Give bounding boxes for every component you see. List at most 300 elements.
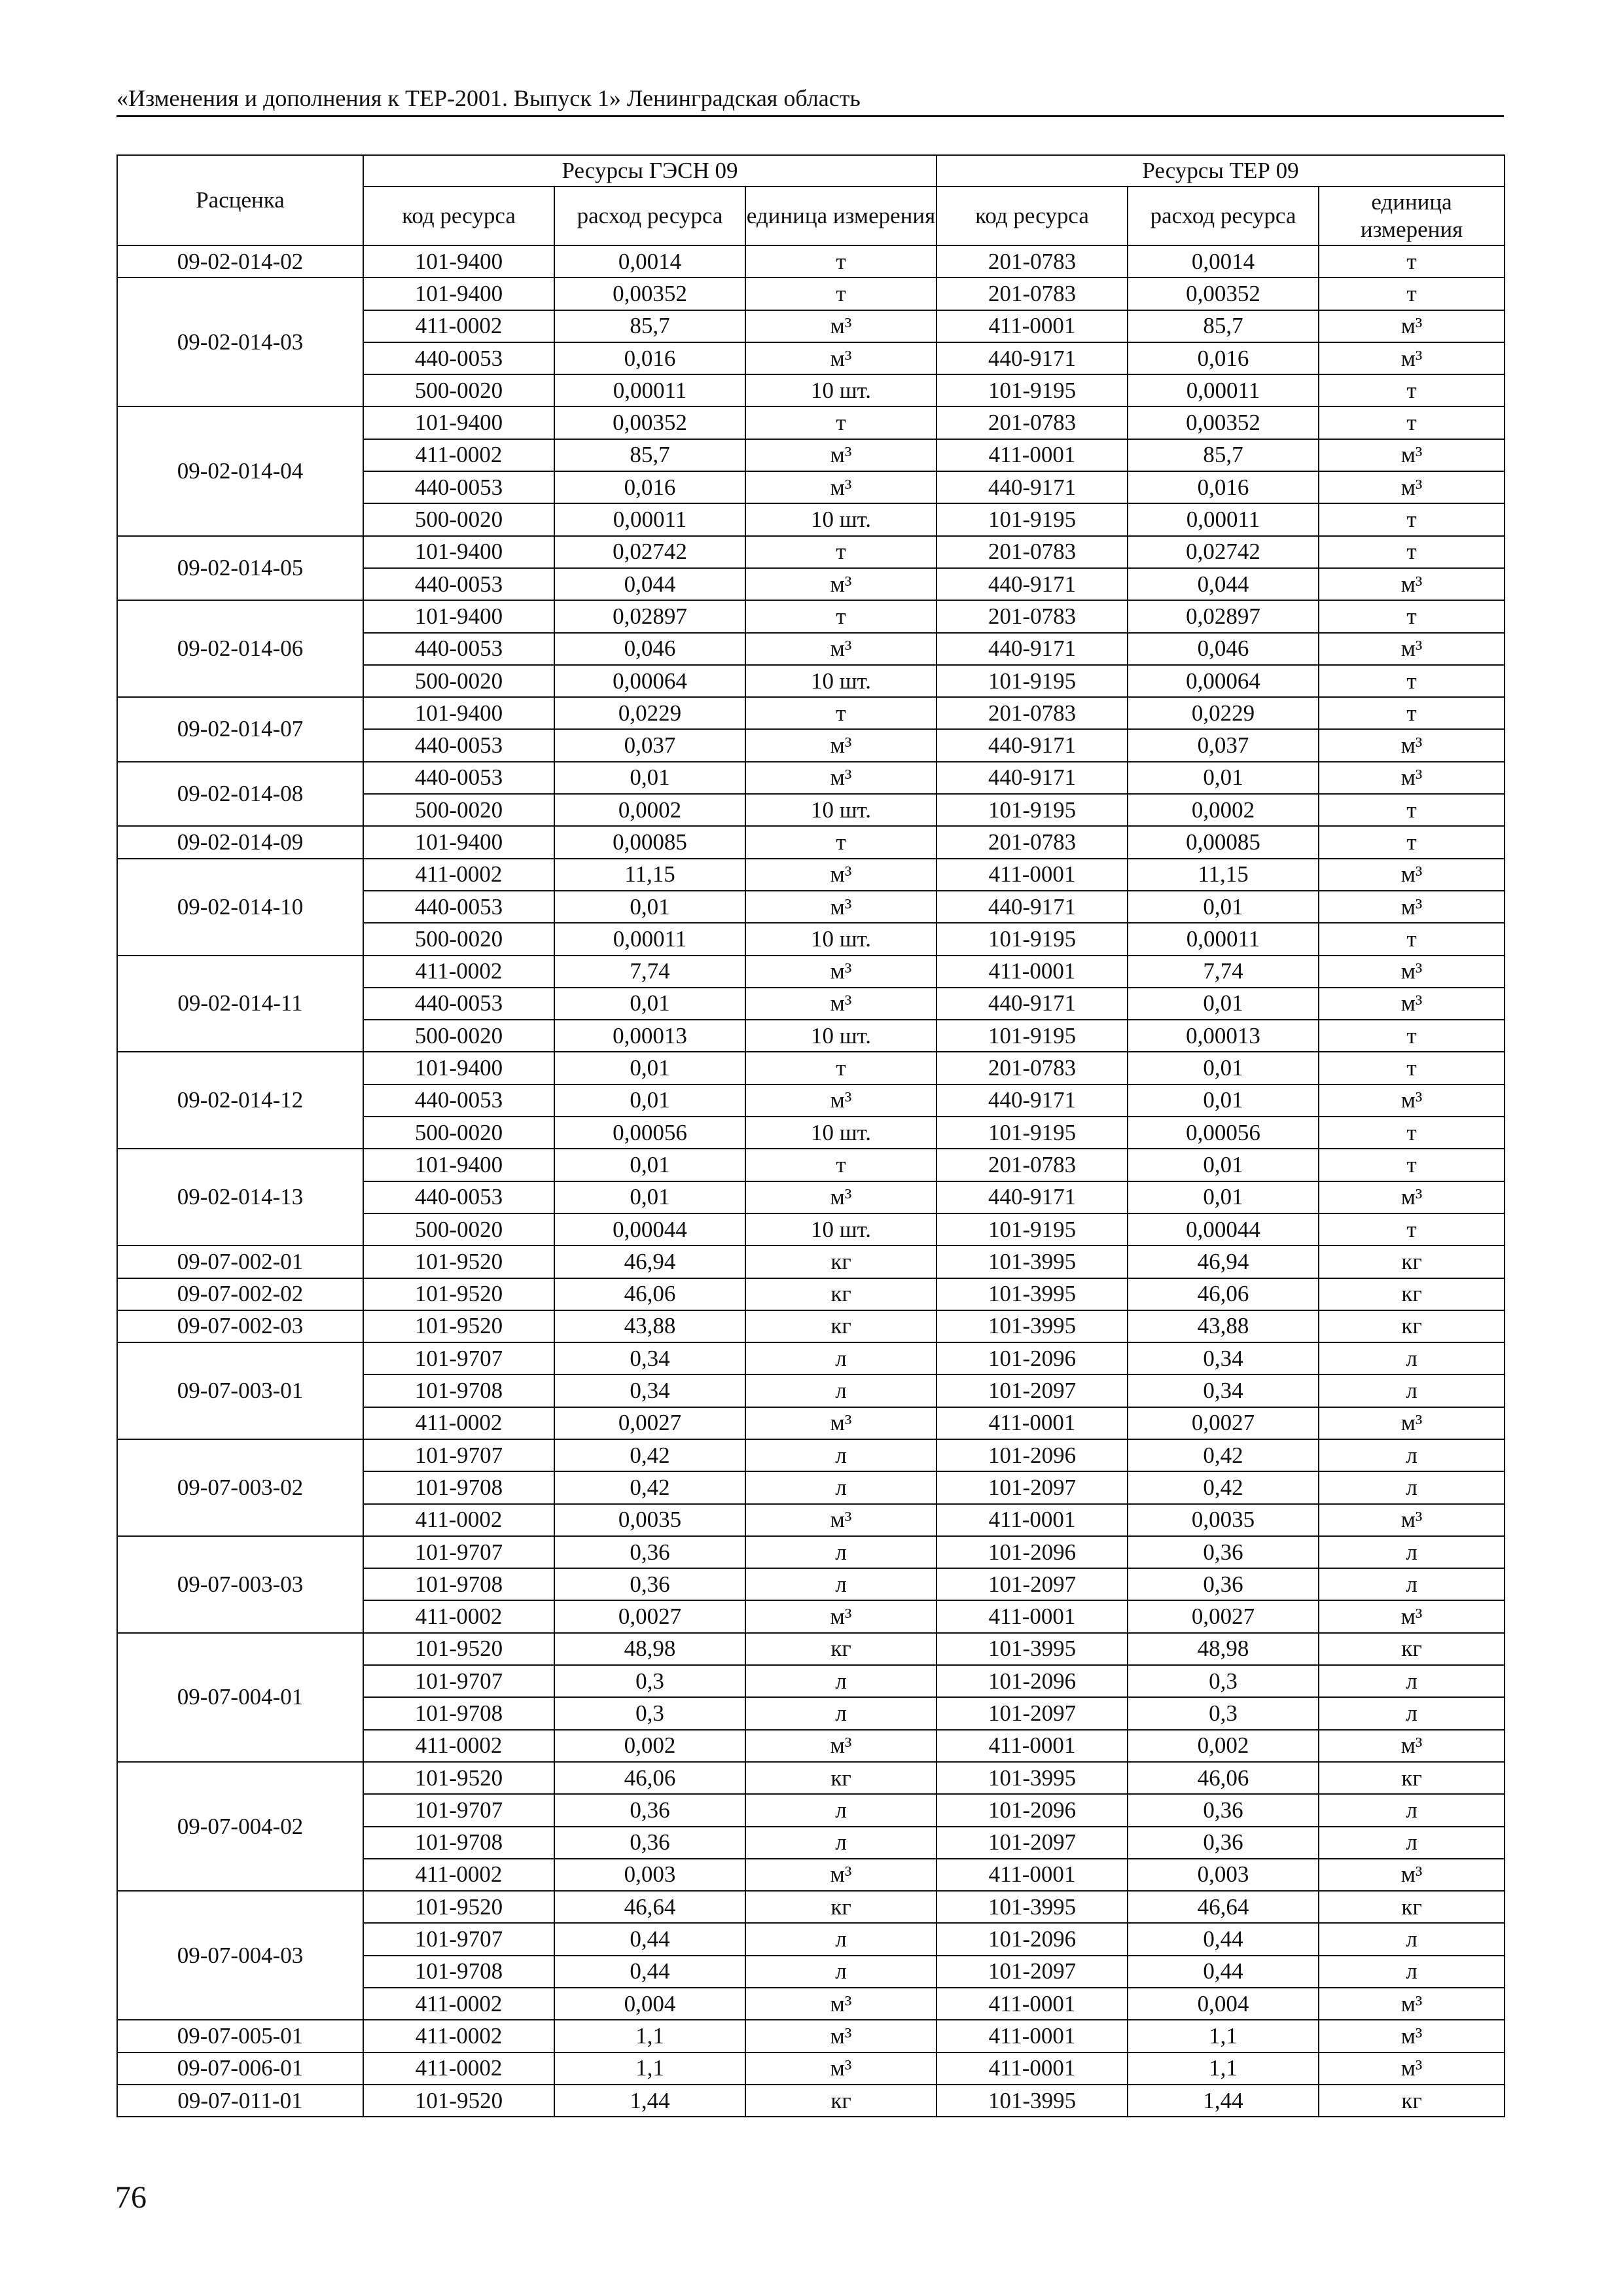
table-row bbox=[117, 956, 1505, 988]
rate-cell: 09-07-003-01 bbox=[117, 1342, 363, 1439]
ter-code-cell: 101-2097 bbox=[936, 1471, 1128, 1503]
ter-code-cell: 440-9171 bbox=[936, 633, 1128, 665]
gesn-unit-cell: м³ bbox=[745, 471, 936, 503]
gesn-unit-cell: т bbox=[745, 1149, 936, 1181]
ter-amount-cell: 0,003 bbox=[1128, 1859, 1319, 1891]
table-row bbox=[117, 762, 1505, 794]
ter-code-cell: 440-9171 bbox=[936, 729, 1128, 761]
ter-unit-cell: м³ bbox=[1319, 2053, 1505, 2085]
gesn-code-cell: 411-0002 bbox=[363, 439, 554, 471]
gesn-unit-cell: м³ bbox=[745, 568, 936, 600]
ter-code-cell: 101-2097 bbox=[936, 1956, 1128, 1988]
ter-code-cell: 201-0783 bbox=[936, 1052, 1128, 1084]
rate-cell: 09-02-014-02 bbox=[117, 245, 363, 278]
gesn-amount-cell: 0,0014 bbox=[554, 245, 745, 278]
gesn-unit-cell: м³ bbox=[745, 762, 936, 794]
gesn-unit-cell: кг bbox=[745, 1310, 936, 1342]
gesn-amount-cell: 0,01 bbox=[554, 1052, 745, 1084]
ter-amount-cell: 43,88 bbox=[1128, 1310, 1319, 1342]
ter-unit-cell: т bbox=[1319, 1149, 1505, 1181]
gesn-code-cell: 101-9520 bbox=[363, 1891, 554, 1923]
rate-cell: 09-02-014-05 bbox=[117, 536, 363, 601]
gesn-code-cell: 440-0053 bbox=[363, 633, 554, 665]
gesn-code-cell: 440-0053 bbox=[363, 1181, 554, 1213]
ter-unit-cell: т bbox=[1319, 503, 1505, 535]
gesn-amount-cell: 46,64 bbox=[554, 1891, 745, 1923]
ter-code-cell: 411-0001 bbox=[936, 1859, 1128, 1891]
ter-amount-cell: 0,02742 bbox=[1128, 536, 1319, 568]
ter-code-cell: 101-2096 bbox=[936, 1342, 1128, 1374]
gesn-code-cell: 101-9400 bbox=[363, 406, 554, 439]
gesn-code-cell: 101-9400 bbox=[363, 826, 554, 858]
ter-amount-cell: 0,44 bbox=[1128, 1956, 1319, 1988]
gesn-unit-cell: 10 шт. bbox=[745, 1117, 936, 1149]
running-header: «Изменения и дополнения к ТЕР-2001. Выпуск 1» Ленинградская область bbox=[116, 85, 861, 111]
gesn-unit-cell: м³ bbox=[745, 2053, 936, 2085]
ter-amount-cell: 0,002 bbox=[1128, 1730, 1319, 1762]
ter-code-cell: 101-9195 bbox=[936, 794, 1128, 826]
gesn-code-cell: 440-0053 bbox=[363, 568, 554, 600]
ter-code-cell: 101-2096 bbox=[936, 1439, 1128, 1471]
ter-amount-cell: 1,1 bbox=[1128, 2020, 1319, 2052]
ter-unit-cell: л bbox=[1319, 1923, 1505, 1955]
ter-amount-cell: 0,044 bbox=[1128, 568, 1319, 600]
ter-code-cell: 101-2097 bbox=[936, 1697, 1128, 1729]
ter-unit-cell: м³ bbox=[1319, 988, 1505, 1020]
gesn-unit-cell: л bbox=[745, 1827, 936, 1859]
ter-unit-cell: л bbox=[1319, 1374, 1505, 1407]
gesn-amount-cell: 0,046 bbox=[554, 633, 745, 665]
gesn-amount-cell: 46,06 bbox=[554, 1762, 745, 1794]
ter-unit-cell: т bbox=[1319, 278, 1505, 310]
ter-unit-cell: м³ bbox=[1319, 1600, 1505, 1632]
gesn-code-cell: 411-0002 bbox=[363, 2053, 554, 2085]
gesn-code-cell: 101-9708 bbox=[363, 1697, 554, 1729]
rate-cell: 09-07-004-01 bbox=[117, 1633, 363, 1762]
ter-amount-cell: 0,02897 bbox=[1128, 600, 1319, 632]
gesn-unit-cell: л bbox=[745, 1471, 936, 1503]
gesn-code-cell: 101-9400 bbox=[363, 1052, 554, 1084]
gesn-unit-cell: м³ bbox=[745, 859, 936, 891]
gesn-unit-cell: м³ bbox=[745, 891, 936, 923]
ter-code-cell: 201-0783 bbox=[936, 826, 1128, 858]
ter-amount-cell: 7,74 bbox=[1128, 956, 1319, 988]
ter-amount-cell: 0,34 bbox=[1128, 1374, 1319, 1407]
gesn-code-cell: 101-9707 bbox=[363, 1439, 554, 1471]
ter-unit-cell: кг bbox=[1319, 1246, 1505, 1278]
ter-unit-cell: кг bbox=[1319, 1633, 1505, 1665]
gesn-amount-cell: 43,88 bbox=[554, 1310, 745, 1342]
gesn-amount-cell: 0,016 bbox=[554, 342, 745, 374]
ter-unit-cell: м³ bbox=[1319, 471, 1505, 503]
ter-unit-cell: м³ bbox=[1319, 1085, 1505, 1117]
gesn-amount-cell: 0,0002 bbox=[554, 794, 745, 826]
group-header-ter: Ресурсы ТЕР 09 bbox=[936, 155, 1505, 187]
ter-code-cell: 101-9195 bbox=[936, 374, 1128, 406]
gesn-amount-cell: 46,06 bbox=[554, 1278, 745, 1310]
ter-amount-cell: 0,00085 bbox=[1128, 826, 1319, 858]
ter-unit-cell: м³ bbox=[1319, 956, 1505, 988]
rate-cell: 09-07-003-02 bbox=[117, 1439, 363, 1536]
gesn-code-cell: 101-9400 bbox=[363, 245, 554, 278]
ter-unit-cell: т bbox=[1319, 1052, 1505, 1084]
ter-code-cell: 201-0783 bbox=[936, 697, 1128, 729]
gesn-amount-cell: 0,00064 bbox=[554, 665, 745, 697]
ter-amount-cell: 0,00056 bbox=[1128, 1117, 1319, 1149]
ter-unit-cell: л bbox=[1319, 1827, 1505, 1859]
ter-amount-cell: 0,0035 bbox=[1128, 1504, 1319, 1536]
ter-amount-cell: 46,64 bbox=[1128, 1891, 1319, 1923]
ter-unit-cell: м³ bbox=[1319, 859, 1505, 891]
gesn-code-cell: 440-0053 bbox=[363, 988, 554, 1020]
ter-amount-cell: 0,00352 bbox=[1128, 406, 1319, 439]
ter-unit-cell: м³ bbox=[1319, 633, 1505, 665]
gesn-code-cell: 500-0020 bbox=[363, 374, 554, 406]
gesn-amount-cell: 0,00352 bbox=[554, 406, 745, 439]
ter-code-cell: 411-0001 bbox=[936, 956, 1128, 988]
ter-code-cell: 411-0001 bbox=[936, 1504, 1128, 1536]
ter-unit-cell: м³ bbox=[1319, 1988, 1505, 2020]
ter-code-cell: 101-2097 bbox=[936, 1568, 1128, 1600]
gesn-code-cell: 411-0002 bbox=[363, 1504, 554, 1536]
ter-amount-cell: 0,00064 bbox=[1128, 665, 1319, 697]
ter-code-cell: 101-3995 bbox=[936, 1246, 1128, 1278]
page-number: 76 bbox=[115, 2180, 147, 2215]
gesn-amount-cell: 7,74 bbox=[554, 956, 745, 988]
gesn-unit-cell: м³ bbox=[745, 1988, 936, 2020]
ter-unit-cell: т bbox=[1319, 1117, 1505, 1149]
ter-unit-cell: т bbox=[1319, 794, 1505, 826]
table-row bbox=[117, 1762, 1505, 1794]
gesn-amount-cell: 0,0027 bbox=[554, 1600, 745, 1632]
gesn-unit-cell: 10 шт. bbox=[745, 665, 936, 697]
gesn-amount-cell: 0,037 bbox=[554, 729, 745, 761]
ter-code-cell: 101-2096 bbox=[936, 1665, 1128, 1697]
ter-code-cell: 411-0001 bbox=[936, 1600, 1128, 1632]
gesn-unit-cell: м³ bbox=[745, 956, 936, 988]
gesn-code-cell: 101-9520 bbox=[363, 1762, 554, 1794]
gesn-code-cell: 101-9707 bbox=[363, 1536, 554, 1568]
table-row bbox=[117, 1342, 1505, 1374]
gesn-unit-cell: т bbox=[745, 697, 936, 729]
table-row bbox=[117, 1149, 1505, 1181]
gesn-amount-cell: 0,002 bbox=[554, 1730, 745, 1762]
ter-code-cell: 101-9195 bbox=[936, 1020, 1128, 1052]
gesn-amount-cell: 85,7 bbox=[554, 310, 745, 342]
ter-unit-cell: м³ bbox=[1319, 568, 1505, 600]
gesn-amount-cell: 0,34 bbox=[554, 1342, 745, 1374]
gesn-amount-cell: 46,94 bbox=[554, 1246, 745, 1278]
rate-cell: 09-02-014-12 bbox=[117, 1052, 363, 1149]
table-row bbox=[117, 1246, 1505, 1278]
gesn-amount-cell: 0,00044 bbox=[554, 1213, 745, 1246]
gesn-amount-cell: 0,34 bbox=[554, 1374, 745, 1407]
ter-unit-cell: т bbox=[1319, 1020, 1505, 1052]
ter-amount-cell: 0,01 bbox=[1128, 1052, 1319, 1084]
ter-code-cell: 101-2096 bbox=[936, 1923, 1128, 1955]
gesn-unit-cell: л bbox=[745, 1342, 936, 1374]
gesn-unit-cell: м³ bbox=[745, 310, 936, 342]
gesn-unit-cell: 10 шт. bbox=[745, 1213, 936, 1246]
ter-code-cell: 101-3995 bbox=[936, 1891, 1128, 1923]
gesn-unit-cell: м³ bbox=[745, 1085, 936, 1117]
rate-cell: 09-02-014-09 bbox=[117, 826, 363, 858]
gesn-unit-cell: л bbox=[745, 1374, 936, 1407]
ter-amount-cell: 0,01 bbox=[1128, 1149, 1319, 1181]
table-row bbox=[117, 278, 1505, 310]
ter-unit-cell: кг bbox=[1319, 1278, 1505, 1310]
gesn-amount-cell: 0,044 bbox=[554, 568, 745, 600]
gesn-code-cell: 101-9520 bbox=[363, 1246, 554, 1278]
rate-cell: 09-02-014-04 bbox=[117, 406, 363, 535]
gesn-code-cell: 440-0053 bbox=[363, 729, 554, 761]
ter-unit-cell: м³ bbox=[1319, 310, 1505, 342]
gesn-amount-cell: 0,01 bbox=[554, 1181, 745, 1213]
ter-code-cell: 101-2097 bbox=[936, 1827, 1128, 1859]
gesn-code-cell: 440-0053 bbox=[363, 1085, 554, 1117]
rate-cell: 09-07-003-03 bbox=[117, 1536, 363, 1633]
ter-amount-cell: 46,06 bbox=[1128, 1278, 1319, 1310]
ter-amount-cell: 0,36 bbox=[1128, 1827, 1319, 1859]
gesn-code-cell: 500-0020 bbox=[363, 923, 554, 955]
ter-code-cell: 101-3995 bbox=[936, 1310, 1128, 1342]
gesn-unit-cell: м³ bbox=[745, 2020, 936, 2052]
gesn-amount-cell: 0,36 bbox=[554, 1568, 745, 1600]
ter-unit-cell: л bbox=[1319, 1794, 1505, 1826]
ter-code-cell: 101-9195 bbox=[936, 503, 1128, 535]
table-row bbox=[117, 826, 1505, 858]
gesn-unit-cell: м³ bbox=[745, 439, 936, 471]
gesn-amount-cell: 0,01 bbox=[554, 1149, 745, 1181]
table-body bbox=[117, 245, 1505, 2117]
ter-amount-cell: 0,36 bbox=[1128, 1536, 1319, 1568]
table-row bbox=[117, 2053, 1505, 2085]
table-row bbox=[117, 1891, 1505, 1923]
ter-amount-cell: 0,3 bbox=[1128, 1665, 1319, 1697]
ter-code-cell: 101-9195 bbox=[936, 1117, 1128, 1149]
gesn-code-cell: 101-9708 bbox=[363, 1471, 554, 1503]
ter-amount-cell: 0,00013 bbox=[1128, 1020, 1319, 1052]
gesn-unit-cell: т bbox=[745, 1052, 936, 1084]
gesn-unit-cell: м³ bbox=[745, 633, 936, 665]
ter-code-cell: 440-9171 bbox=[936, 568, 1128, 600]
ter-code-cell: 201-0783 bbox=[936, 600, 1128, 632]
ter-code-cell: 101-2096 bbox=[936, 1794, 1128, 1826]
table-row bbox=[117, 536, 1505, 568]
gesn-amount-cell: 1,1 bbox=[554, 2020, 745, 2052]
ter-code-cell: 101-9195 bbox=[936, 923, 1128, 955]
gesn-unit-cell: л bbox=[745, 1439, 936, 1471]
gesn-unit-cell: л bbox=[745, 1665, 936, 1697]
gesn-code-cell: 101-9708 bbox=[363, 1956, 554, 1988]
gesn-amount-cell: 0,0027 bbox=[554, 1407, 745, 1439]
gesn-amount-cell: 0,004 bbox=[554, 1988, 745, 2020]
gesn-code-cell: 101-9520 bbox=[363, 2085, 554, 2117]
gesn-unit-cell: л bbox=[745, 1923, 936, 1955]
gesn-amount-cell: 0,00011 bbox=[554, 374, 745, 406]
gesn-amount-cell: 0,01 bbox=[554, 988, 745, 1020]
gesn-code-cell: 440-0053 bbox=[363, 471, 554, 503]
gesn-amount-cell: 0,00352 bbox=[554, 278, 745, 310]
gesn-code-cell: 411-0002 bbox=[363, 956, 554, 988]
gesn-amount-cell: 0,00013 bbox=[554, 1020, 745, 1052]
gesn-amount-cell: 0,00011 bbox=[554, 503, 745, 535]
gesn-unit-cell: кг bbox=[745, 1762, 936, 1794]
ter-unit-cell: м³ bbox=[1319, 2020, 1505, 2052]
ter-code-cell: 411-0001 bbox=[936, 439, 1128, 471]
gesn-amount-cell: 0,00085 bbox=[554, 826, 745, 858]
ter-code-cell: 201-0783 bbox=[936, 536, 1128, 568]
gesn-amount-cell: 0,36 bbox=[554, 1827, 745, 1859]
rate-cell: 09-07-004-02 bbox=[117, 1762, 363, 1891]
gesn-unit-cell: м³ bbox=[745, 1407, 936, 1439]
ter-unit-cell: л bbox=[1319, 1665, 1505, 1697]
ter-unit-cell: м³ bbox=[1319, 1730, 1505, 1762]
ter-amount-cell: 0,00011 bbox=[1128, 503, 1319, 535]
rate-cell: 09-02-014-07 bbox=[117, 697, 363, 762]
gesn-code-cell: 440-0053 bbox=[363, 342, 554, 374]
gesn-code-cell: 101-9708 bbox=[363, 1374, 554, 1407]
ter-code-cell: 101-9195 bbox=[936, 665, 1128, 697]
ter-amount-cell: 0,34 bbox=[1128, 1342, 1319, 1374]
table-row bbox=[117, 406, 1505, 439]
ter-unit-cell: кг bbox=[1319, 1310, 1505, 1342]
gesn-amount-cell: 0,42 bbox=[554, 1439, 745, 1471]
ter-amount-cell: 46,94 bbox=[1128, 1246, 1319, 1278]
gesn-code-cell: 101-9520 bbox=[363, 1633, 554, 1665]
ter-unit-cell: л bbox=[1319, 1439, 1505, 1471]
ter-unit-cell: л bbox=[1319, 1956, 1505, 1988]
gesn-unit-cell: т bbox=[745, 278, 936, 310]
ter-unit-cell: м³ bbox=[1319, 1181, 1505, 1213]
gesn-unit-cell: м³ bbox=[745, 1504, 936, 1536]
rate-cell: 09-02-014-11 bbox=[117, 956, 363, 1052]
gesn-unit-cell: л bbox=[745, 1568, 936, 1600]
ter-amount-cell: 11,15 bbox=[1128, 859, 1319, 891]
rate-cell: 09-02-014-13 bbox=[117, 1149, 363, 1246]
gesn-amount-cell: 0,3 bbox=[554, 1697, 745, 1729]
gesn-unit-cell: кг bbox=[745, 2085, 936, 2117]
gesn-amount-cell: 0,36 bbox=[554, 1536, 745, 1568]
ter-amount-cell: 48,98 bbox=[1128, 1633, 1319, 1665]
gesn-code-cell: 411-0002 bbox=[363, 1730, 554, 1762]
gesn-unit-cell: л bbox=[745, 1794, 936, 1826]
table-row bbox=[117, 1052, 1505, 1084]
ter-code-cell: 101-3995 bbox=[936, 1278, 1128, 1310]
rate-cell: 09-07-002-02 bbox=[117, 1278, 363, 1310]
ter-code-cell: 201-0783 bbox=[936, 1149, 1128, 1181]
ter-code-cell: 101-2097 bbox=[936, 1374, 1128, 1407]
ter-unit-cell: м³ bbox=[1319, 342, 1505, 374]
rate-cell: 09-02-014-06 bbox=[117, 600, 363, 697]
ter-unit-cell: м³ bbox=[1319, 1504, 1505, 1536]
table-row bbox=[117, 859, 1505, 891]
table-row bbox=[117, 600, 1505, 632]
gesn-amount-cell: 0,01 bbox=[554, 891, 745, 923]
ter-code-cell: 101-2096 bbox=[936, 1536, 1128, 1568]
ter-amount-cell: 0,0002 bbox=[1128, 794, 1319, 826]
gesn-unit-cell: м³ bbox=[745, 342, 936, 374]
ter-unit-cell: м³ bbox=[1319, 1407, 1505, 1439]
gesn-amount-cell: 0,0035 bbox=[554, 1504, 745, 1536]
gesn-code-cell: 101-9708 bbox=[363, 1827, 554, 1859]
table-row bbox=[117, 1536, 1505, 1568]
ter-amount-cell: 0,0027 bbox=[1128, 1600, 1319, 1632]
gesn-unit-cell: кг bbox=[745, 1246, 936, 1278]
ter-amount-cell: 0,01 bbox=[1128, 988, 1319, 1020]
table-row bbox=[117, 245, 1505, 278]
gesn-code-cell: 101-9520 bbox=[363, 1278, 554, 1310]
rate-cell: 09-07-002-01 bbox=[117, 1246, 363, 1278]
gesn-code-cell: 101-9400 bbox=[363, 600, 554, 632]
header-rule bbox=[116, 115, 1504, 117]
gesn-code-cell: 411-0002 bbox=[363, 1988, 554, 2020]
gesn-amount-cell: 0,02742 bbox=[554, 536, 745, 568]
gesn-code-cell: 101-9708 bbox=[363, 1568, 554, 1600]
table-row bbox=[117, 1633, 1505, 1665]
ter-unit-cell: л bbox=[1319, 1342, 1505, 1374]
gesn-code-cell: 101-9400 bbox=[363, 278, 554, 310]
gesn-amount-cell: 0,3 bbox=[554, 1665, 745, 1697]
gesn-amount-cell: 0,01 bbox=[554, 762, 745, 794]
ter-amount-cell: 0,016 bbox=[1128, 342, 1319, 374]
rate-cell: 09-07-005-01 bbox=[117, 2020, 363, 2052]
ter-unit-cell: т bbox=[1319, 600, 1505, 632]
ter-amount-cell: 0,004 bbox=[1128, 1988, 1319, 2020]
ter-unit-cell: кг bbox=[1319, 2085, 1505, 2117]
gesn-unit-cell: кг bbox=[745, 1633, 936, 1665]
gesn-unit-cell: 10 шт. bbox=[745, 1020, 936, 1052]
gesn-amount-cell: 85,7 bbox=[554, 439, 745, 471]
gesn-unit-cell: л bbox=[745, 1697, 936, 1729]
ter-amount-cell: 85,7 bbox=[1128, 310, 1319, 342]
ter-code-cell: 101-3995 bbox=[936, 1762, 1128, 1794]
group-header-gesn: Ресурсы ГЭСН 09 bbox=[363, 155, 936, 187]
column-header-gesn-amount: расход ресурса bbox=[554, 187, 745, 245]
ter-amount-cell: 0,0027 bbox=[1128, 1407, 1319, 1439]
rate-cell: 09-07-006-01 bbox=[117, 2053, 363, 2085]
gesn-unit-cell: 10 шт. bbox=[745, 374, 936, 406]
ter-amount-cell: 0,016 bbox=[1128, 471, 1319, 503]
table-row bbox=[117, 2085, 1505, 2117]
ter-code-cell: 101-3995 bbox=[936, 1633, 1128, 1665]
gesn-code-cell: 411-0002 bbox=[363, 1859, 554, 1891]
ter-code-cell: 440-9171 bbox=[936, 471, 1128, 503]
gesn-unit-cell: кг bbox=[745, 1891, 936, 1923]
gesn-unit-cell: т bbox=[745, 600, 936, 632]
column-header-ter-amount: расход ресурса bbox=[1128, 187, 1319, 245]
ter-amount-cell: 0,00352 bbox=[1128, 278, 1319, 310]
column-header-ter-unit: единица измерения bbox=[1319, 187, 1505, 245]
rate-cell: 09-07-011-01 bbox=[117, 2085, 363, 2117]
gesn-amount-cell: 0,003 bbox=[554, 1859, 745, 1891]
ter-code-cell: 440-9171 bbox=[936, 988, 1128, 1020]
ter-code-cell: 440-9171 bbox=[936, 762, 1128, 794]
ter-amount-cell: 46,06 bbox=[1128, 1762, 1319, 1794]
ter-amount-cell: 0,01 bbox=[1128, 1181, 1319, 1213]
ter-amount-cell: 0,3 bbox=[1128, 1697, 1319, 1729]
gesn-amount-cell: 0,00011 bbox=[554, 923, 745, 955]
gesn-amount-cell: 0,44 bbox=[554, 1923, 745, 1955]
gesn-code-cell: 411-0002 bbox=[363, 310, 554, 342]
gesn-amount-cell: 0,44 bbox=[554, 1956, 745, 1988]
ter-unit-cell: л bbox=[1319, 1568, 1505, 1600]
gesn-unit-cell: м³ bbox=[745, 729, 936, 761]
gesn-amount-cell: 0,0229 bbox=[554, 697, 745, 729]
gesn-code-cell: 500-0020 bbox=[363, 794, 554, 826]
gesn-unit-cell: л bbox=[745, 1956, 936, 1988]
ter-unit-cell: т bbox=[1319, 245, 1505, 278]
